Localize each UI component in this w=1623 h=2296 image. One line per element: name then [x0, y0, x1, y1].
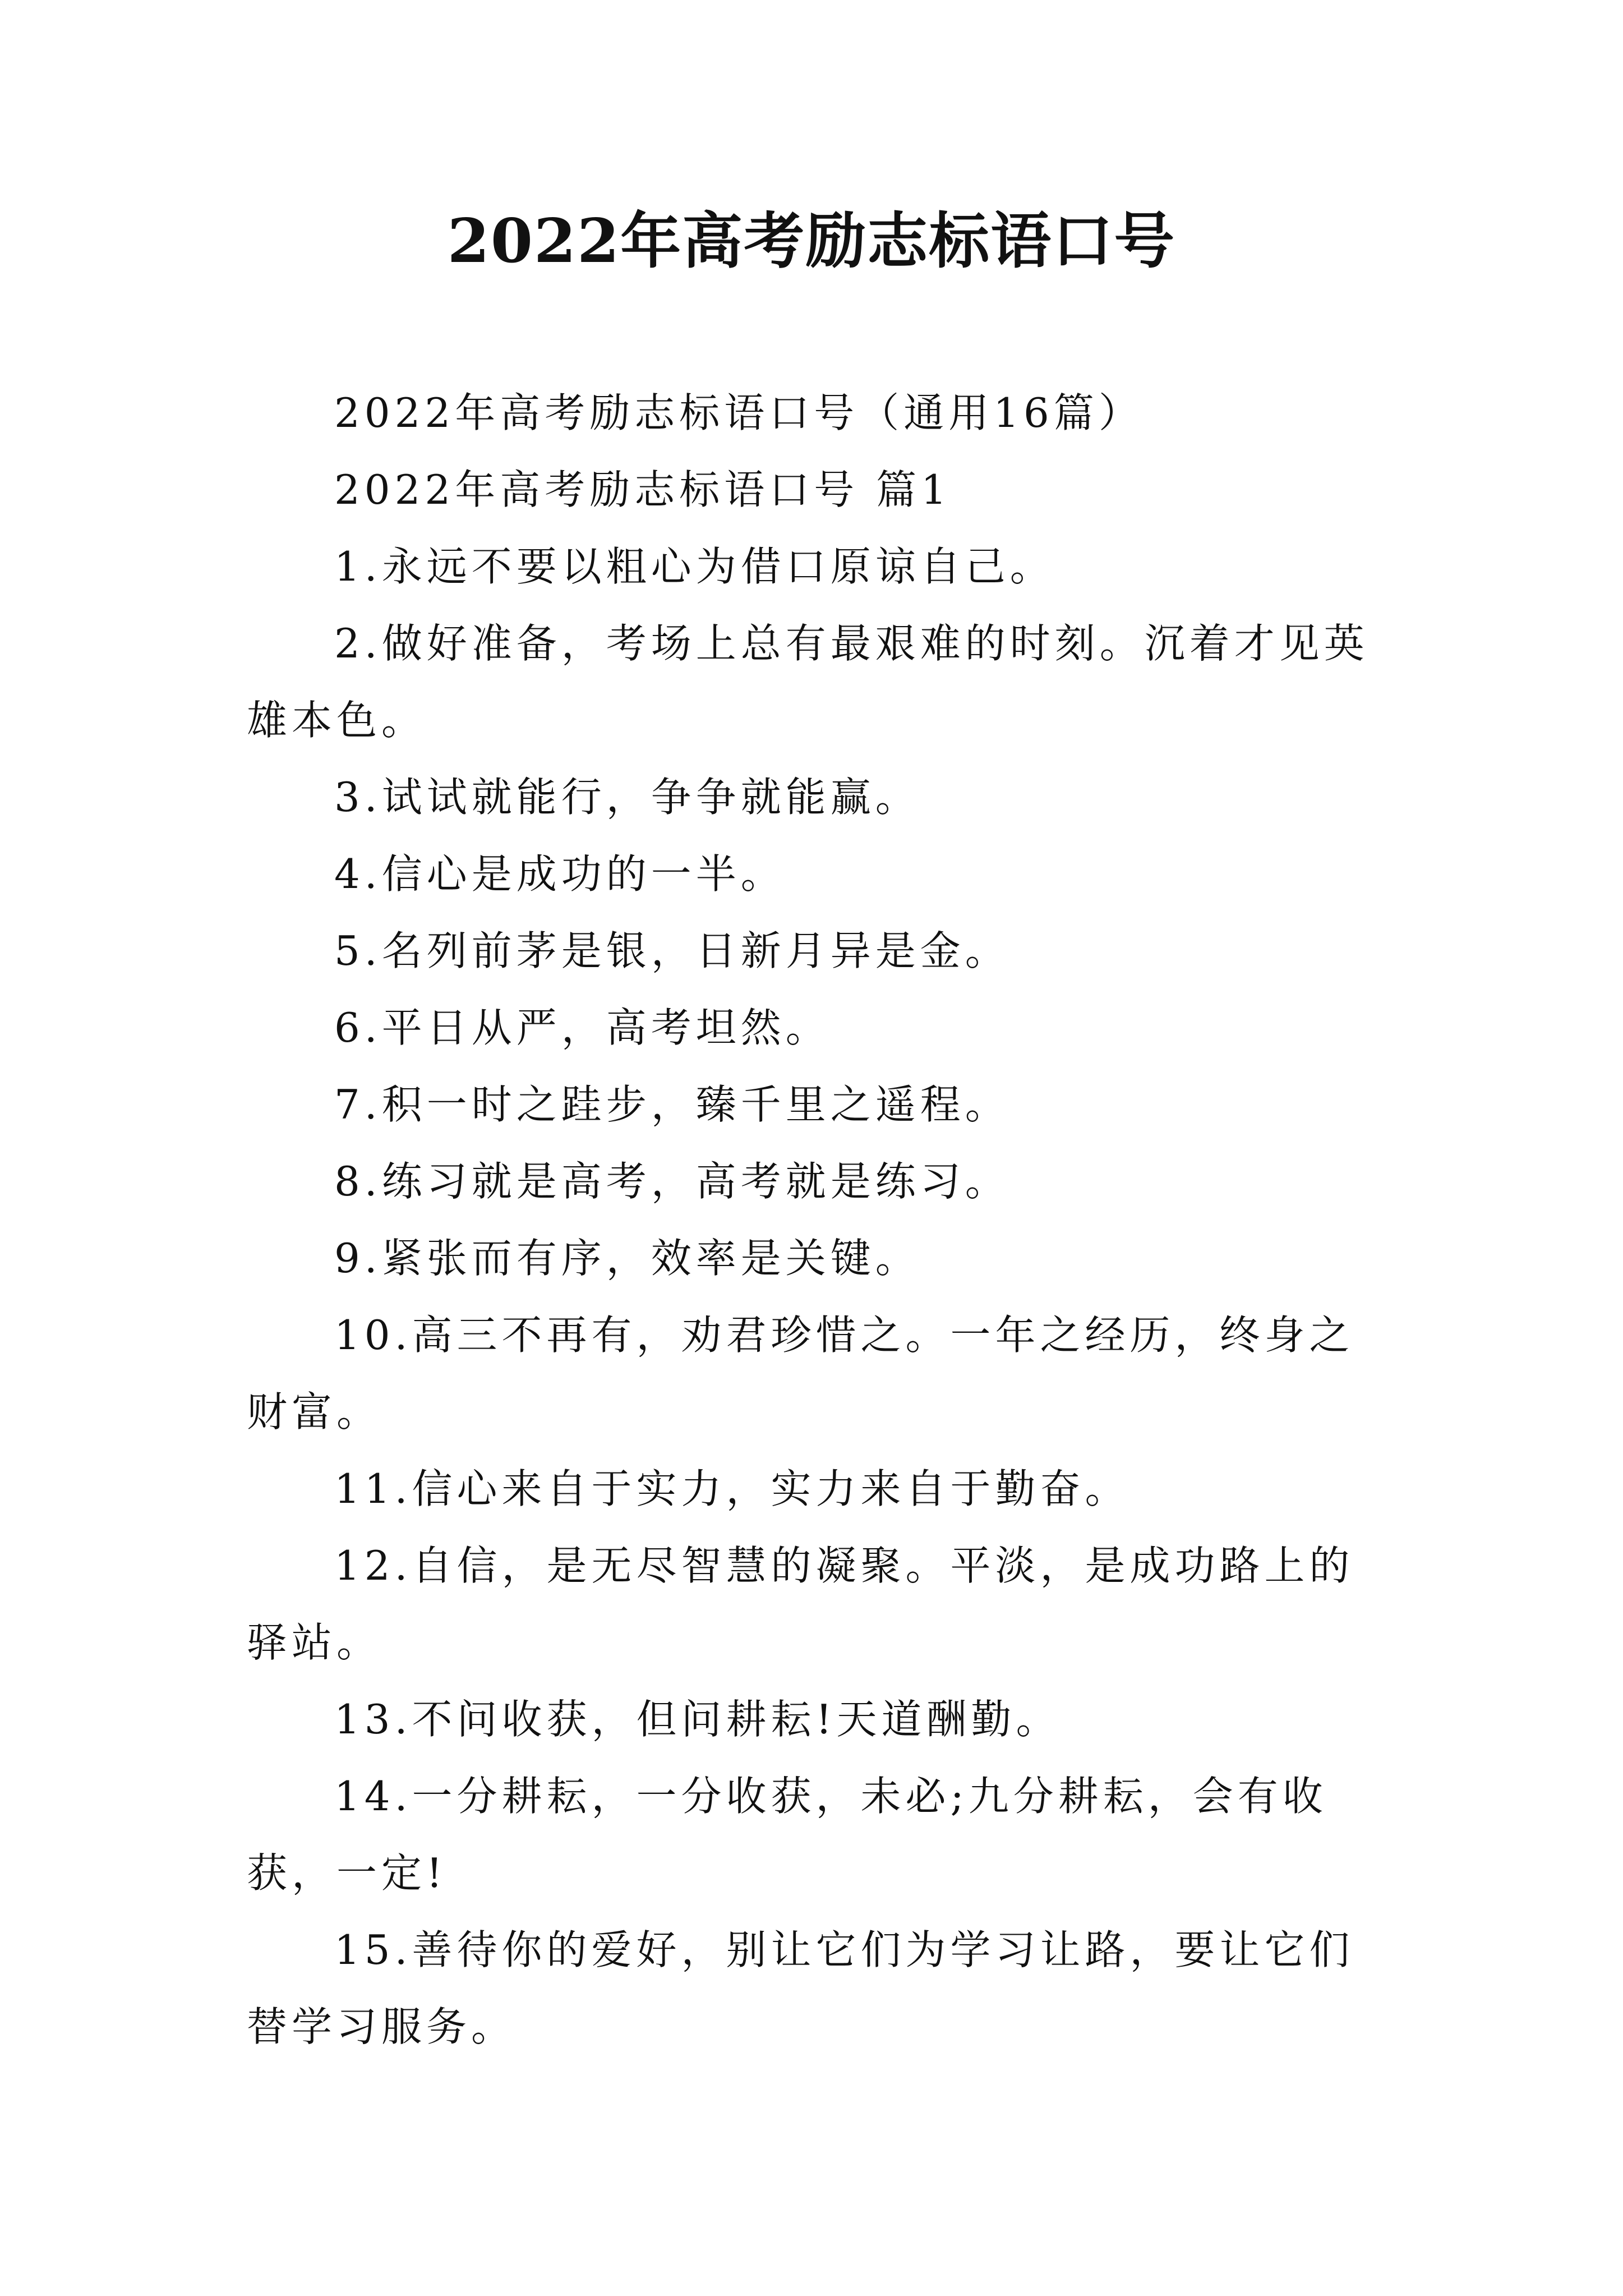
slogan-item-15: 15.善待你的爱好，别让它们为学习让路，要让它们替学习服务。 [247, 1926, 1354, 2050]
subtitle-paragraph: 2022年高考励志标语口号（通用16篇） [334, 389, 1144, 436]
slogan-item-4: 4.信心是成功的一半。 [334, 850, 786, 898]
slogan-item-11: 11.信心来自于实力，实力来自于勤奋。 [334, 1465, 1130, 1512]
slogan-item-3: 3.试试就能行，争争就能赢。 [334, 774, 920, 821]
section-heading: 2022年高考励志标语口号 篇1 [334, 466, 951, 513]
slogan-item-13: 13.不问收获，但问耕耘!天道酬勤。 [334, 1696, 1061, 1743]
slogan-item-6: 6.平日从严，高考坦然。 [334, 1004, 831, 1051]
document-body [247, 375, 1391, 2065]
slogan-item-12: 12.自信，是无尽智慧的凝聚。平淡，是成功路上的驿站。 [247, 1542, 1354, 1666]
slogan-item-14: 14.一分耕耘，一分收获，未必;九分耕耘，会有收获，一定! [247, 1773, 1327, 1897]
slogan-item-1: 1.永远不要以粗心为借口原谅自己。 [334, 543, 1055, 590]
slogan-item-10: 10.高三不再有，劝君珍惜之。一年之经历，终身之财富。 [247, 1312, 1354, 1435]
slogan-item-5: 5.名列前茅是银，日新月异是金。 [334, 927, 1010, 974]
slogan-item-9: 9.紧张而有序，效率是关键。 [334, 1235, 920, 1282]
document-title: 2022年高考励志标语口号 [447, 206, 1176, 277]
slogan-item-7: 7.积一时之跬步，臻千里之遥程。 [334, 1081, 1010, 1128]
slogan-item-8: 8.练习就是高考，高考就是练习。 [334, 1158, 1010, 1205]
slogan-item-2: 2.做好准备，考场上总有最艰难的时刻。沉着才见英雄本色。 [247, 620, 1369, 744]
